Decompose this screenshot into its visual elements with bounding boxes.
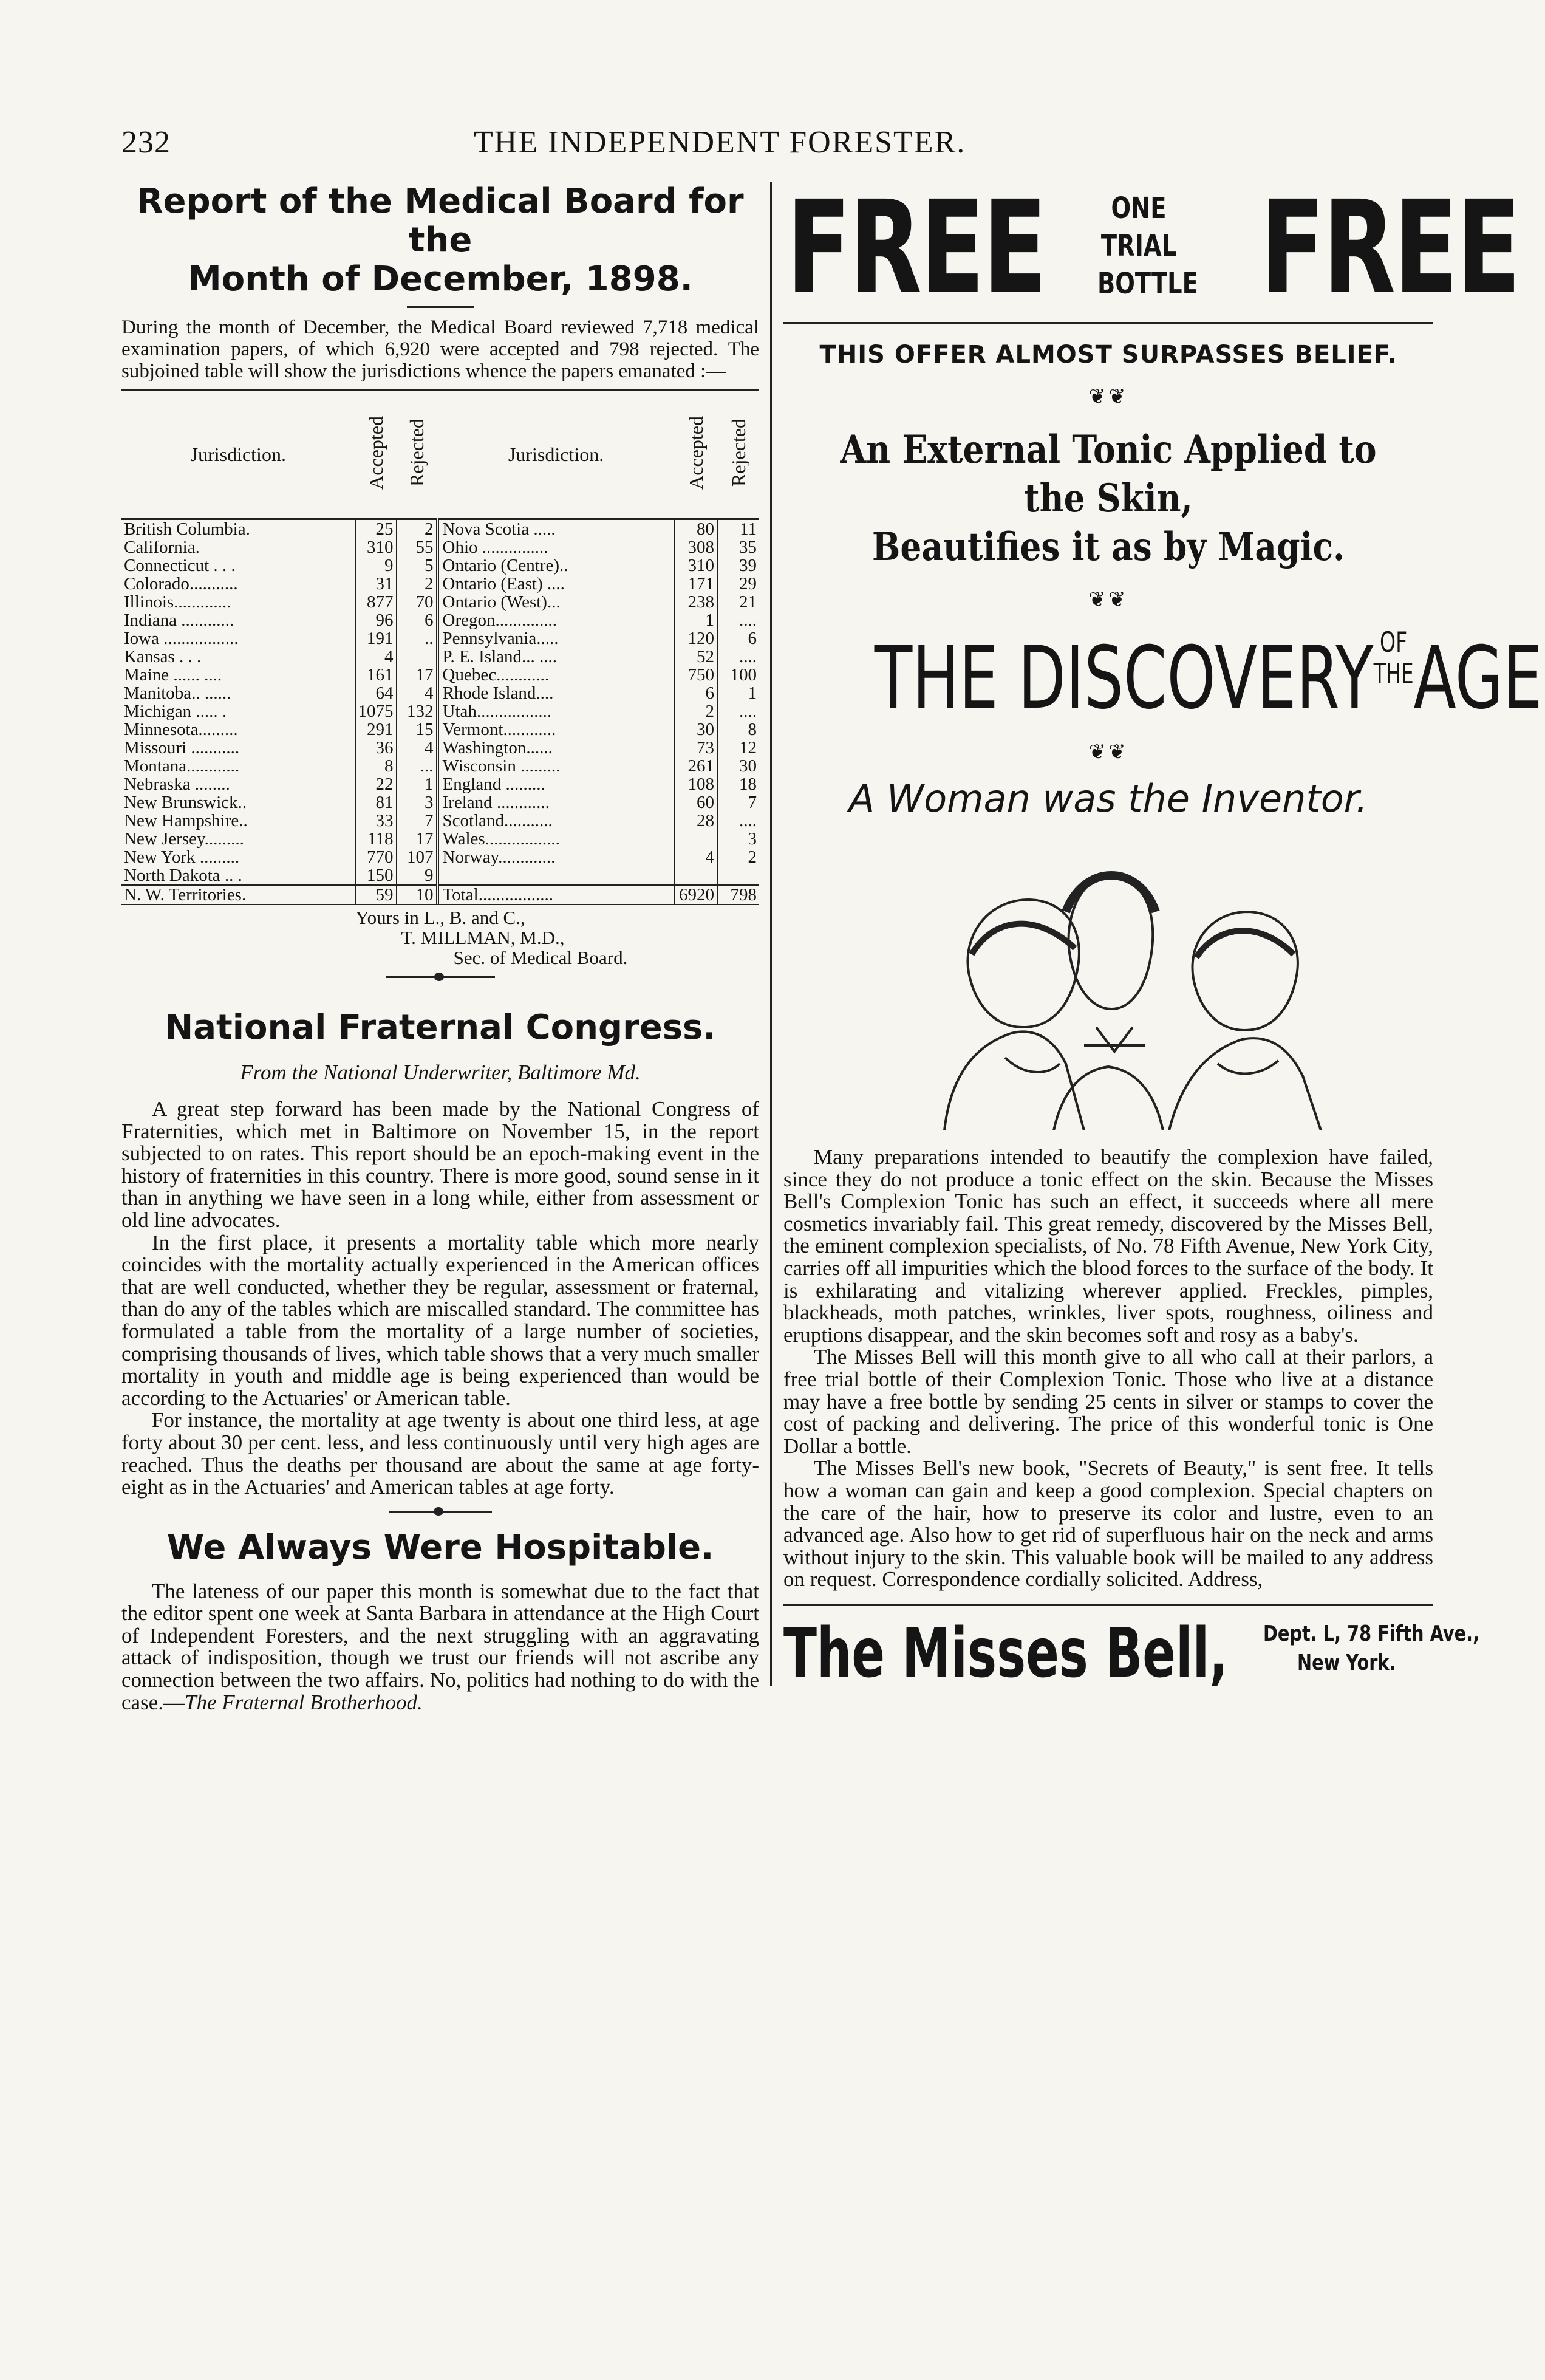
left-column (121, 182, 759, 1714)
rejected-right-cell: 12 (717, 739, 759, 757)
header-accepted-right-label: Accepted (685, 415, 707, 490)
jurisdiction-right-cell: Rhode Island.... (442, 683, 554, 703)
rejected-left-cell (397, 648, 438, 666)
rejected-right-cell: .... (717, 812, 759, 830)
discovery-main: THE DISCOVERY (874, 628, 1374, 728)
jurisdiction-right-cell: Vermont............ (442, 720, 556, 739)
column-divider (770, 182, 772, 1686)
hospitable-source: The Fraternal Brotherhood. (184, 1690, 423, 1714)
jurisdiction-right-cell: Ontario (Centre).. (442, 556, 568, 575)
rejected-right-cell: 18 (717, 775, 759, 793)
accepted-left-cell: 33 (355, 812, 397, 830)
jurisdiction-right-cell: Wisconsin ......... (442, 756, 561, 776)
ornament-1: ❦❦ (1088, 386, 1128, 408)
accepted-right-cell: 30 (675, 720, 717, 739)
rejected-left-cell: 3 (397, 793, 438, 812)
rejected-right-cell: .... (717, 611, 759, 629)
rejected-right-cell: 21 (717, 593, 759, 611)
header-accepted-right (675, 390, 717, 519)
header-jurisdiction-right: Jurisdiction. (437, 390, 675, 519)
rejected-left-cell: 4 (397, 684, 438, 702)
header-accepted-left (355, 390, 397, 519)
jurisdiction-left-cell: Colorado........... (124, 574, 238, 593)
congress-title: National Fraternal Congress. (165, 1008, 716, 1047)
table-row (121, 666, 759, 684)
table-row (121, 611, 759, 629)
the-word: THE (1373, 657, 1414, 690)
jurisdiction-right-cell: Oregon.............. (442, 610, 558, 630)
of-the (1374, 626, 1414, 689)
rejected-left-cell: 6 (397, 611, 438, 629)
accepted-right-cell: 261 (675, 757, 717, 775)
report-title-line1: Report of the Medical Board for the (137, 182, 744, 260)
rejected-left-cell: 70 (397, 593, 438, 611)
table-row (121, 648, 759, 666)
rejected-right-cell: 39 (717, 556, 759, 575)
header-jurisdiction-left: Jurisdiction. (121, 390, 355, 519)
jurisdiction-left-cell: New Hampshire.. (124, 811, 248, 830)
header-accepted-left-label: Accepted (364, 415, 387, 490)
accepted-left-cell: 150 (355, 866, 397, 885)
rejected-right-cell: 8 (717, 720, 759, 739)
rejected-left-cell: 9 (397, 866, 438, 885)
jurisdiction-right-cell: Scotland........... (442, 811, 553, 830)
accepted-left-cell: 64 (355, 684, 397, 702)
table-row (121, 702, 759, 720)
header-rejected-right (717, 390, 759, 519)
rejected-left-cell: 10 (397, 885, 438, 904)
jurisdiction-right-cell: Washington...... (442, 738, 553, 757)
rejected-left-cell: 17 (397, 830, 438, 848)
ad-signature (783, 1604, 1480, 1693)
table-row (121, 830, 759, 848)
hospitable-title: We Always Were Hospitable. (166, 1527, 714, 1567)
report-title (121, 182, 759, 299)
accepted-left-cell: 118 (355, 830, 397, 848)
ad-paragraph-3: The Misses Bell's new book, "Secrets of Beauty," is sent free. It tells how a woman can gain and keep a good complexion. Special chapters on the care of the hair, how to preserve its color and lustre, even to an advanced age. Also how to get rid of superfluous hair on the neck and arms without injury to the skin. This valuable book will be mailed to any address on request. Correspondence cordially solicited. Address, (783, 1456, 1433, 1592)
headline-1: An External Tonic Applied to the Skin, (840, 427, 1377, 521)
offer-text: THIS OFFER ALMOST SURPASSES BELIEF. (819, 341, 1397, 369)
jurisdiction-left-cell: North Dakota .. . (124, 866, 242, 885)
jurisdiction-left-cell: Nebraska ........ (124, 775, 230, 794)
signature-role: Sec. of Medical Board. (453, 947, 628, 968)
one-trial-bottle (1097, 190, 1198, 303)
rejected-left-cell: 17 (397, 666, 438, 684)
signature-line1: Yours in L., B. and C., (355, 907, 525, 928)
jurisdiction-left-cell: British Columbia. (124, 519, 250, 539)
table-row (121, 684, 759, 702)
jurisdiction-right-cell: P. E. Island... .... (442, 647, 558, 666)
jurisdiction-left-cell: Indiana ............ (124, 610, 234, 630)
accepted-left-cell: 191 (355, 629, 397, 648)
jurisdiction-right-cell: Nova Scotia ..... (442, 519, 556, 539)
report-title-line2: Month of December, 1898. (188, 259, 693, 299)
one-label: ONE (1111, 191, 1167, 225)
address-line1: Dept. L, 78 Fifth Ave., (1263, 1621, 1480, 1646)
accepted-left-cell: 31 (355, 575, 397, 593)
bottle-label: BOTTLE (1097, 267, 1198, 301)
hospitable-paragraph (121, 1581, 759, 1714)
title-rule (407, 306, 474, 308)
jurisdiction-right-cell: Norway............. (442, 847, 556, 867)
jurisdiction-left-cell: Missouri ........... (124, 738, 240, 757)
accepted-left-cell: 161 (355, 666, 397, 684)
ad-paragraph-1: Many preparations intended to beautify the complexion have failed, since they do not produce a tonic effect on the skin. Because the Misses Bell's Complexion Tonic has such an effect, it succeeds where all mere cosmetics invariably fail. This great remedy, discovered by the Misses Bell, the eminent complexion specialists, of No. 78 Fifth Avenue, New York City, carries off all impurities which the blood forces to the surface of the body. It is exhilarating and vitalizing wherever applied. Freckles, pimples, blackheads, moth patches, wrinkles, liver spots, roughness, oiliness and eruptions disappear, and the skin becomes soft and rosy as a baby's. (783, 1145, 1433, 1347)
rejected-left-cell: 15 (397, 720, 438, 739)
rejected-left-cell: 5 (397, 556, 438, 575)
jurisdiction-right-cell: Total................. (437, 885, 675, 904)
accepted-left-cell: 4 (355, 648, 397, 666)
table-row (121, 593, 759, 611)
jurisdiction-table (121, 389, 759, 904)
rejected-right-cell: 2 (717, 848, 759, 866)
accepted-left-cell: 36 (355, 739, 397, 757)
rejected-left-cell: 2 (397, 519, 438, 539)
of-word: OF (1380, 626, 1408, 658)
signature-name: T. MILLMAN, M.D., (401, 927, 565, 948)
accepted-left-cell: 8 (355, 757, 397, 775)
accepted-left-cell: 22 (355, 775, 397, 793)
jurisdiction-left-cell: New Jersey......... (124, 829, 244, 849)
accepted-right-cell (675, 866, 717, 885)
three-women-engraving (853, 845, 1363, 1130)
rejected-left-cell: 1 (397, 775, 438, 793)
free-left: FREE (786, 173, 1046, 322)
jurisdiction-left-cell: Manitoba.. ...... (124, 683, 231, 703)
headline-2: Beautifies it as by Magic. (871, 524, 1345, 570)
congress-paragraph-1: A great step forward has been made by the National Congress of Fraternities, which met in Baltimore on November 15, in the report subjected to on rates. This report should be an epoch-making event in the history of fraternities in this country. There is more good, sound sense in it than in anything we have seen in a long while, either from assessment or old line advocates. (121, 1097, 759, 1232)
discovery-age: AGE (1413, 628, 1543, 728)
rejected-right-cell: 1 (717, 684, 759, 702)
rejected-right-cell: 3 (717, 830, 759, 848)
jurisdiction-left-cell: N. W. Territories. (121, 885, 355, 904)
accepted-right-cell: 238 (675, 593, 717, 611)
jurisdiction-left-cell: New York ......... (124, 847, 240, 867)
accepted-right-cell (675, 830, 717, 848)
accepted-right-cell: 6920 (675, 885, 717, 904)
misses-bell-name: The Misses Bell, (783, 1613, 1228, 1693)
ad-free-banner (783, 173, 1519, 324)
jurisdiction-left-cell: Michigan ..... . (124, 702, 227, 721)
ad-paragraph-2: The Misses Bell will this month give to all who call at their parlors, a free trial bottle of their Complexion Tonic. Those who live at a distance may have a free bottle by sending 25 cents in silver or stamps to cover the cost of packing and delivering. The price of this wonderful tonic is One Dollar a bottle. (783, 1345, 1433, 1458)
accepted-right-cell: 310 (675, 556, 717, 575)
rejected-right-cell: 35 (717, 538, 759, 556)
rejected-right-cell: 798 (717, 885, 759, 904)
table-row (121, 793, 759, 812)
rejected-right-cell: 30 (717, 757, 759, 775)
header-rejected-left (397, 390, 438, 519)
rejected-right-cell: .... (717, 702, 759, 720)
accepted-right-cell: 80 (675, 519, 717, 539)
jurisdiction-left-cell: Iowa ................. (124, 629, 239, 648)
jurisdiction-left-cell: Connecticut . . . (124, 556, 236, 575)
accepted-left-cell: 96 (355, 611, 397, 629)
jurisdiction-right-cell: Ohio ............... (442, 538, 548, 557)
jurisdiction-right-cell (437, 866, 675, 885)
journal-title: THE INDEPENDENT FORESTER. (474, 125, 966, 160)
free-right: FREE (1260, 173, 1519, 322)
rejected-left-cell: 4 (397, 739, 438, 757)
accepted-left-cell: 1075 (355, 702, 397, 720)
advertisement (783, 173, 1543, 1693)
accepted-left-cell: 770 (355, 848, 397, 866)
accepted-left-cell: 877 (355, 593, 397, 611)
rejected-left-cell: 2 (397, 575, 438, 593)
congress-paragraph-2: In the first place, it presents a mortality table which more nearly coincides with the mortality actually experienced in the American offices that are well conducted, whether they be regular, assessment or fraternal, than do any of the tables which are miscalled standard. The committee has formulated a table from the mortality of a large number of societies, comprising thousands of lives, which table shows that a very much smaller mortality in youth and middle age is being experienced than would be according to the Actuaries' or American table. (121, 1230, 759, 1410)
address-line2: New York. (1297, 1650, 1396, 1675)
jurisdiction-left-cell: Minnesota......... (124, 720, 238, 739)
ornament-3: ❦❦ (1088, 741, 1128, 764)
rejected-right-cell: .... (717, 648, 759, 666)
congress-paragraph-3: For instance, the mortality at age twenty is about one third less, at age forty about 30 per cent. less, and less continuously until very high ages are reached. Thus the deaths per thousand are about the same at age forty-eight as in the Actuaries' and American tables at age forty. (121, 1408, 759, 1499)
jurisdiction-right-cell: England ......... (442, 775, 545, 794)
ad-address (1263, 1619, 1479, 1678)
jurisdiction-right-cell: Utah................. (442, 702, 552, 721)
jurisdiction-right-cell: Wales................. (442, 829, 560, 849)
trial-label: TRIAL (1100, 229, 1177, 263)
jurisdiction-left-cell: Illinois............. (124, 592, 231, 612)
table-row (121, 848, 759, 866)
rejected-right-cell: 7 (717, 793, 759, 812)
accepted-right-cell: 750 (675, 666, 717, 684)
accepted-right-cell: 28 (675, 812, 717, 830)
accepted-right-cell: 1 (675, 611, 717, 629)
page-number: 232 (121, 125, 171, 160)
ornament-2: ❦❦ (1088, 589, 1128, 611)
jurisdiction-right-cell: Quebec............ (442, 665, 550, 685)
accepted-right-cell: 120 (675, 629, 717, 648)
table-header-row (121, 390, 759, 519)
accepted-left-cell: 25 (355, 519, 397, 539)
accepted-right-cell: 108 (675, 775, 717, 793)
table-row (121, 739, 759, 757)
report-table-wrap (121, 389, 759, 905)
congress-source: From the National Underwriter, Baltimore Md. (240, 1061, 641, 1084)
rejected-left-cell: 132 (397, 702, 438, 720)
section-divider-2 (389, 1511, 492, 1513)
jurisdiction-right-cell: Pennsylvania..... (442, 629, 559, 648)
accepted-right-cell: 6 (675, 684, 717, 702)
section-divider (386, 976, 495, 978)
accepted-right-cell: 73 (675, 739, 717, 757)
jurisdiction-right-cell: Ontario (West)... (442, 592, 561, 612)
table-row (121, 519, 759, 539)
table-row (121, 757, 759, 775)
report-signature (121, 908, 759, 968)
accepted-right-cell: 52 (675, 648, 717, 666)
woman-inventor: A Woman was the Inventor. (848, 776, 1368, 821)
table-row (121, 556, 759, 575)
report-intro: During the month of December, the Medical Board reviewed 7,718 medical examination papers, of which 6,920 were accepted and 798 rejected. The subjoined table will show the jurisdictions whence the papers emanated :— (121, 316, 759, 382)
accepted-left-cell: 310 (355, 538, 397, 556)
hospitable-text: The lateness of our paper this month is somewhat due to the fact that the editor spent one week at Santa Barbara in attendance at the High Court of Independent Foresters, and the next struggling with an aggravating attack of indisposition, though we trust our friends will not ascribe any connection between the two affairs. No, politics had nothing to do with the case.— (121, 1579, 759, 1714)
table-row (121, 575, 759, 593)
rejected-left-cell: 107 (397, 848, 438, 866)
table-row (121, 866, 759, 885)
jurisdiction-left-cell: California. (124, 538, 200, 557)
table-row (121, 629, 759, 648)
rejected-right-cell: 29 (717, 575, 759, 593)
rejected-left-cell: 7 (397, 812, 438, 830)
accepted-left-cell: 291 (355, 720, 397, 739)
accepted-left-cell: 81 (355, 793, 397, 812)
jurisdiction-left-cell: Maine ...... .... (124, 665, 222, 685)
rejected-left-cell: 55 (397, 538, 438, 556)
jurisdiction-left-cell: New Brunswick.. (124, 793, 247, 812)
jurisdiction-left-cell: Montana............ (124, 756, 240, 776)
accepted-left-cell: 59 (355, 885, 397, 904)
jurisdiction-table-body (121, 519, 759, 904)
jurisdiction-right-cell: Ireland ............ (442, 793, 550, 812)
accepted-right-cell: 171 (675, 575, 717, 593)
table-row (121, 775, 759, 793)
header-rejected-right-label: Rejected (727, 419, 749, 487)
table-row-total (121, 885, 759, 904)
accepted-right-cell: 308 (675, 538, 717, 556)
header-rejected-left-label: Rejected (406, 419, 428, 487)
accepted-left-cell: 9 (355, 556, 397, 575)
accepted-right-cell: 2 (675, 702, 717, 720)
table-row (121, 812, 759, 830)
rejected-right-cell (717, 866, 759, 885)
jurisdiction-left-cell: Kansas . . . (124, 647, 202, 666)
running-head (121, 125, 1427, 167)
rejected-left-cell: .. (397, 629, 438, 648)
rejected-left-cell: ... (397, 757, 438, 775)
rejected-right-cell: 6 (717, 629, 759, 648)
accepted-right-cell: 4 (675, 848, 717, 866)
jurisdiction-right-cell: Ontario (East) .... (442, 574, 565, 593)
table-row (121, 538, 759, 556)
rejected-right-cell: 11 (717, 519, 759, 539)
accepted-right-cell: 60 (675, 793, 717, 812)
discovery-headline (874, 626, 1543, 728)
rejected-right-cell: 100 (717, 666, 759, 684)
table-row (121, 720, 759, 739)
